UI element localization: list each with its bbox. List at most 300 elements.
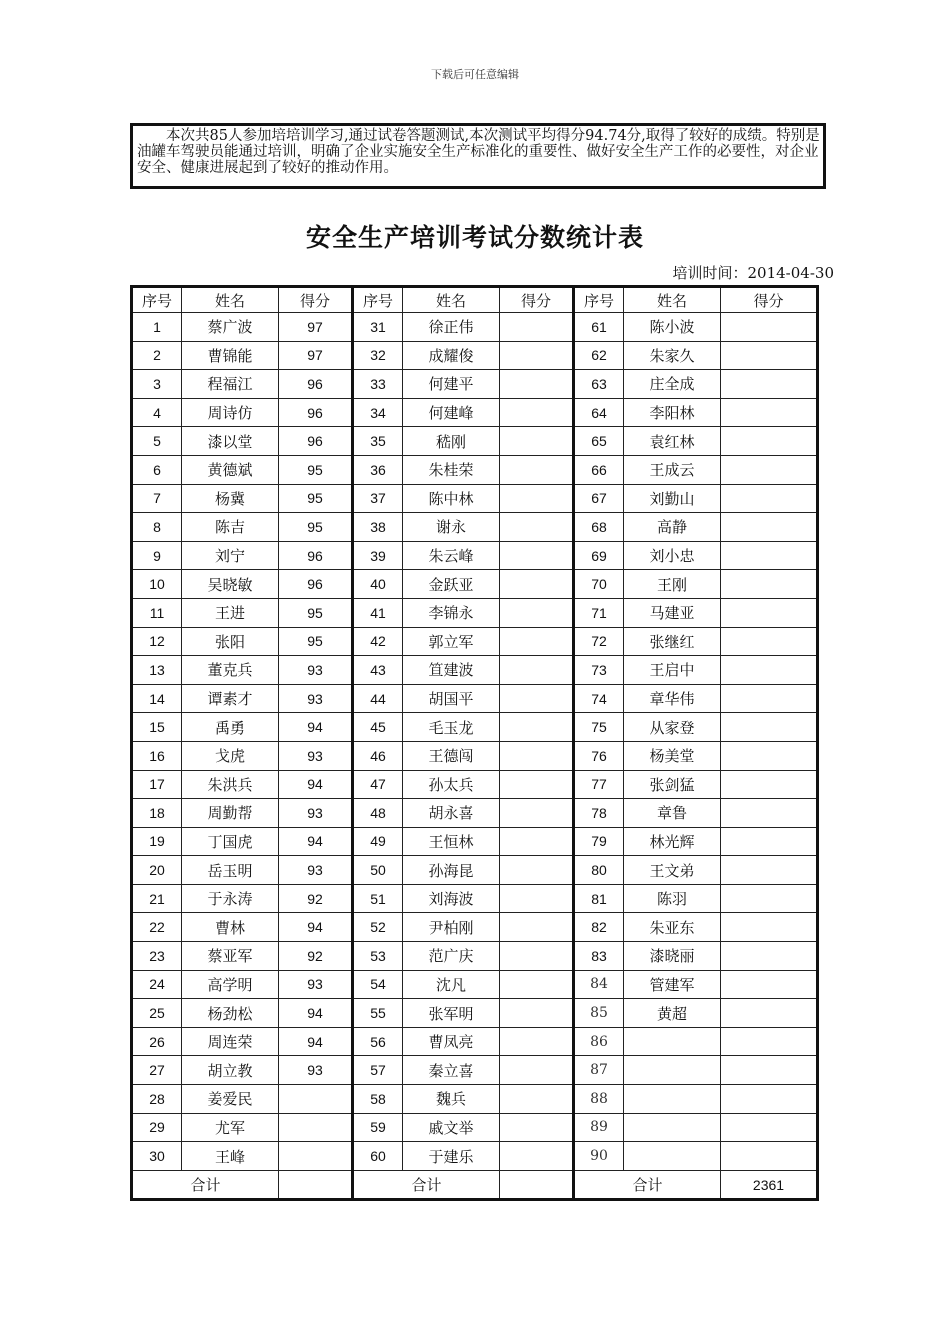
name-cell: 谭素才 (182, 684, 279, 713)
seq-cell: 38 (353, 513, 403, 542)
seq-cell: 24 (132, 970, 182, 999)
score-cell: 97 (279, 341, 353, 370)
score-cell (500, 799, 574, 828)
table-row (132, 513, 818, 542)
score-cell (500, 884, 574, 913)
score-cell (721, 856, 818, 885)
score-cell: 95 (279, 627, 353, 656)
name-cell: 章华伟 (624, 684, 721, 713)
table-row (132, 1027, 818, 1056)
seq-cell: 69 (574, 541, 624, 570)
score-cell (500, 627, 574, 656)
table-row (132, 570, 818, 599)
score-cell (500, 313, 574, 342)
score-cell (721, 541, 818, 570)
score-cell: 93 (279, 656, 353, 685)
seq-cell: 2 (132, 341, 182, 370)
table-row (132, 970, 818, 999)
score-cell (500, 913, 574, 942)
name-cell: 戚文举 (403, 1113, 500, 1142)
score-cell (500, 484, 574, 513)
score-cell: 95 (279, 484, 353, 513)
score-cell (721, 770, 818, 799)
table-row (132, 999, 818, 1028)
column-header-seq: 序号 (574, 287, 624, 313)
score-cell: 95 (279, 513, 353, 542)
name-cell: 尤军 (182, 1113, 279, 1142)
score-cell (500, 513, 574, 542)
name-cell: 何建峰 (403, 398, 500, 427)
score-cell (721, 398, 818, 427)
seq-cell: 44 (353, 684, 403, 713)
seq-cell: 70 (574, 570, 624, 599)
table-row (132, 1142, 818, 1171)
score-cell: 97 (279, 313, 353, 342)
seq-cell: 48 (353, 799, 403, 828)
table-row (132, 313, 818, 342)
name-cell: 金跃亚 (403, 570, 500, 599)
seq-cell: 10 (132, 570, 182, 599)
name-cell: 程福江 (182, 370, 279, 399)
seq-cell: 47 (353, 770, 403, 799)
seq-cell: 58 (353, 1085, 403, 1114)
name-cell: 漆晓丽 (624, 942, 721, 971)
score-cell (500, 684, 574, 713)
name-cell: 禹勇 (182, 713, 279, 742)
score-cell: 94 (279, 1027, 353, 1056)
table-header-row (132, 287, 818, 313)
name-cell: 戈虎 (182, 741, 279, 770)
name-cell: 姜爱民 (182, 1085, 279, 1114)
score-cell (500, 427, 574, 456)
name-cell: 于永涛 (182, 884, 279, 913)
seq-cell: 13 (132, 656, 182, 685)
seq-cell: 62 (574, 341, 624, 370)
seq-cell: 79 (574, 827, 624, 856)
name-cell: 林光辉 (624, 827, 721, 856)
seq-cell: 66 (574, 455, 624, 484)
score-cell (721, 999, 818, 1028)
name-cell: 尹柏刚 (403, 913, 500, 942)
score-cell (500, 1027, 574, 1056)
score-cell (500, 1056, 574, 1085)
seq-cell: 81 (574, 884, 624, 913)
name-cell: 漆以堂 (182, 427, 279, 456)
name-cell: 王成云 (624, 455, 721, 484)
seq-cell: 72 (574, 627, 624, 656)
name-cell: 蔡亚军 (182, 942, 279, 971)
score-cell: 95 (279, 455, 353, 484)
score-cell (279, 1142, 353, 1171)
seq-cell: 8 (132, 513, 182, 542)
name-cell: 张阳 (182, 627, 279, 656)
table-row (132, 484, 818, 513)
seq-cell: 34 (353, 398, 403, 427)
name-cell: 杨美堂 (624, 741, 721, 770)
training-date: 培训时间：2014-04-30 (672, 264, 834, 282)
score-cell (721, 827, 818, 856)
score-cell (721, 627, 818, 656)
score-cell (721, 970, 818, 999)
name-cell: 胡立教 (182, 1056, 279, 1085)
table-row (132, 656, 818, 685)
seq-cell: 50 (353, 856, 403, 885)
seq-cell: 4 (132, 398, 182, 427)
seq-cell: 12 (132, 627, 182, 656)
score-cell (721, 313, 818, 342)
score-cell (500, 1085, 574, 1114)
score-cell: 94 (279, 827, 353, 856)
seq-cell: 40 (353, 570, 403, 599)
table-row (132, 455, 818, 484)
score-cell (500, 1142, 574, 1171)
seq-cell: 60 (353, 1142, 403, 1171)
score-cell (500, 942, 574, 971)
name-cell: 吴晓敏 (182, 570, 279, 599)
seq-cell: 42 (353, 627, 403, 656)
seq-cell: 57 (353, 1056, 403, 1085)
name-cell: 朱洪兵 (182, 770, 279, 799)
name-cell: 刘勤山 (624, 484, 721, 513)
name-cell: 岳玉明 (182, 856, 279, 885)
seq-cell: 86 (574, 1027, 624, 1056)
seq-cell: 5 (132, 427, 182, 456)
name-cell: 张剑猛 (624, 770, 721, 799)
seq-cell: 1 (132, 313, 182, 342)
seq-cell: 41 (353, 598, 403, 627)
seq-cell: 43 (353, 656, 403, 685)
seq-cell: 7 (132, 484, 182, 513)
seq-cell: 56 (353, 1027, 403, 1056)
score-cell (721, 656, 818, 685)
name-cell: 董克兵 (182, 656, 279, 685)
column-header-seq: 序号 (353, 287, 403, 313)
seq-cell: 49 (353, 827, 403, 856)
seq-cell: 3 (132, 370, 182, 399)
score-cell: 94 (279, 770, 353, 799)
column-header-name: 姓名 (403, 287, 500, 313)
name-cell: 王恒林 (403, 827, 500, 856)
seq-cell: 6 (132, 455, 182, 484)
name-cell: 陈吉 (182, 513, 279, 542)
score-cell (500, 341, 574, 370)
column-header-score: 得分 (279, 287, 353, 313)
total-row (132, 1170, 818, 1200)
score-cell: 96 (279, 370, 353, 399)
score-cell (721, 913, 818, 942)
table-row (132, 856, 818, 885)
seq-cell: 21 (132, 884, 182, 913)
intro-paragraph: 本次共85人参加培培训学习,通过试卷答题测试,本次测试平均得分94.74分,取得了较好的成绩。特别是油罐车驾驶员能通过培训，明确了企业实施安全生产标准化的重要性、做好安全生产工作的必要性，对企业安全、健康进展起到了较好的推动作用。 (130, 123, 826, 189)
seq-cell: 61 (574, 313, 624, 342)
seq-cell: 89 (574, 1113, 624, 1142)
table-row (132, 884, 818, 913)
name-cell: 陈中林 (403, 484, 500, 513)
score-cell (500, 398, 574, 427)
seq-cell: 15 (132, 713, 182, 742)
score-cell: 93 (279, 741, 353, 770)
total-label: 合计 (574, 1170, 721, 1200)
score-cell (721, 484, 818, 513)
seq-cell: 87 (574, 1056, 624, 1085)
seq-cell: 82 (574, 913, 624, 942)
score-cell: 96 (279, 398, 353, 427)
name-cell: 何建平 (403, 370, 500, 399)
name-cell: 庄全成 (624, 370, 721, 399)
name-cell (624, 1142, 721, 1171)
name-cell: 沈凡 (403, 970, 500, 999)
seq-cell: 37 (353, 484, 403, 513)
seq-cell: 25 (132, 999, 182, 1028)
score-cell (721, 884, 818, 913)
score-cell (721, 1113, 818, 1142)
name-cell (624, 1027, 721, 1056)
score-cell (721, 341, 818, 370)
total-label: 合计 (353, 1170, 500, 1200)
score-cell (721, 455, 818, 484)
name-cell: 丁国虎 (182, 827, 279, 856)
name-cell: 郭立军 (403, 627, 500, 656)
seq-cell: 88 (574, 1085, 624, 1114)
score-cell (500, 713, 574, 742)
name-cell: 笪建波 (403, 656, 500, 685)
name-cell: 王刚 (624, 570, 721, 599)
table-row (132, 741, 818, 770)
name-cell: 孙太兵 (403, 770, 500, 799)
name-cell: 胡国平 (403, 684, 500, 713)
name-cell: 朱桂荣 (403, 455, 500, 484)
table-row (132, 370, 818, 399)
score-cell: 93 (279, 1056, 353, 1085)
seq-cell: 74 (574, 684, 624, 713)
seq-cell: 77 (574, 770, 624, 799)
name-cell: 杨冀 (182, 484, 279, 513)
score-cell: 93 (279, 799, 353, 828)
score-cell (500, 741, 574, 770)
seq-cell: 78 (574, 799, 624, 828)
name-cell: 成耀俊 (403, 341, 500, 370)
score-cell (500, 770, 574, 799)
name-cell: 高静 (624, 513, 721, 542)
score-cell (500, 570, 574, 599)
name-cell: 周连荣 (182, 1027, 279, 1056)
score-cell: 96 (279, 570, 353, 599)
score-cell (721, 942, 818, 971)
score-cell (279, 1113, 353, 1142)
name-cell: 蔡广波 (182, 313, 279, 342)
seq-cell: 9 (132, 541, 182, 570)
seq-cell: 16 (132, 741, 182, 770)
name-cell: 李阳林 (624, 398, 721, 427)
score-cell (721, 1056, 818, 1085)
score-cell (721, 370, 818, 399)
table-row (132, 827, 818, 856)
seq-cell: 39 (353, 541, 403, 570)
seq-cell: 36 (353, 455, 403, 484)
name-cell: 刘宁 (182, 541, 279, 570)
score-cell (721, 799, 818, 828)
name-cell: 曹锦能 (182, 341, 279, 370)
score-cell (721, 1027, 818, 1056)
seq-cell: 30 (132, 1142, 182, 1171)
column-header-score: 得分 (500, 287, 574, 313)
name-cell: 毛玉龙 (403, 713, 500, 742)
name-cell: 孙海昆 (403, 856, 500, 885)
name-cell: 张继红 (624, 627, 721, 656)
name-cell: 陈小波 (624, 313, 721, 342)
seq-cell: 85 (574, 999, 624, 1028)
seq-cell: 73 (574, 656, 624, 685)
column-header-score: 得分 (721, 287, 818, 313)
seq-cell: 33 (353, 370, 403, 399)
name-cell: 黄超 (624, 999, 721, 1028)
score-cell (721, 741, 818, 770)
name-cell: 范广庆 (403, 942, 500, 971)
name-cell: 秦立喜 (403, 1056, 500, 1085)
name-cell: 李锦永 (403, 598, 500, 627)
seq-cell: 14 (132, 684, 182, 713)
table-row (132, 942, 818, 971)
total-value (500, 1170, 574, 1200)
score-cell (721, 598, 818, 627)
table-row (132, 427, 818, 456)
name-cell: 谢永 (403, 513, 500, 542)
seq-cell: 80 (574, 856, 624, 885)
score-cell: 92 (279, 942, 353, 971)
seq-cell: 90 (574, 1142, 624, 1171)
name-cell: 袁红林 (624, 427, 721, 456)
name-cell: 于建乐 (403, 1142, 500, 1171)
score-cell (721, 570, 818, 599)
seq-cell: 28 (132, 1085, 182, 1114)
seq-cell: 64 (574, 398, 624, 427)
name-cell: 张军明 (403, 999, 500, 1028)
total-label: 合计 (132, 1170, 279, 1200)
name-cell: 黄德斌 (182, 455, 279, 484)
name-cell (624, 1056, 721, 1085)
seq-cell: 68 (574, 513, 624, 542)
name-cell: 朱家久 (624, 341, 721, 370)
table-row (132, 598, 818, 627)
table-row (132, 713, 818, 742)
seq-cell: 65 (574, 427, 624, 456)
table-row (132, 1113, 818, 1142)
name-cell: 曹林 (182, 913, 279, 942)
score-cell (721, 1142, 818, 1171)
column-header-seq: 序号 (132, 287, 182, 313)
download-note: 下载后可任意编辑 (431, 68, 519, 81)
seq-cell: 71 (574, 598, 624, 627)
table-row (132, 770, 818, 799)
score-cell (500, 999, 574, 1028)
column-header-name: 姓名 (624, 287, 721, 313)
name-cell: 徐正伟 (403, 313, 500, 342)
name-cell: 刘海波 (403, 884, 500, 913)
score-cell: 95 (279, 598, 353, 627)
score-cell: 93 (279, 856, 353, 885)
score-cell (500, 970, 574, 999)
score-cell (721, 1085, 818, 1114)
seq-cell: 46 (353, 741, 403, 770)
score-cell: 94 (279, 999, 353, 1028)
table-row (132, 627, 818, 656)
total-value: 2361 (721, 1170, 818, 1200)
score-cell (721, 684, 818, 713)
seq-cell: 17 (132, 770, 182, 799)
name-cell: 从家登 (624, 713, 721, 742)
name-cell: 王启中 (624, 656, 721, 685)
name-cell: 王文弟 (624, 856, 721, 885)
seq-cell: 59 (353, 1113, 403, 1142)
seq-cell: 54 (353, 970, 403, 999)
score-cell (500, 455, 574, 484)
score-cell: 93 (279, 970, 353, 999)
score-table (130, 285, 819, 1201)
score-cell (500, 541, 574, 570)
seq-cell: 19 (132, 827, 182, 856)
seq-cell: 26 (132, 1027, 182, 1056)
name-cell: 马建亚 (624, 598, 721, 627)
seq-cell: 67 (574, 484, 624, 513)
score-cell (500, 856, 574, 885)
table-row (132, 398, 818, 427)
score-cell (500, 370, 574, 399)
name-cell: 王进 (182, 598, 279, 627)
page-title: 安全生产培训考试分数统计表 (305, 223, 644, 252)
name-cell: 周诗仿 (182, 398, 279, 427)
name-cell: 胡永喜 (403, 799, 500, 828)
seq-cell: 83 (574, 942, 624, 971)
name-cell: 魏兵 (403, 1085, 500, 1114)
seq-cell: 20 (132, 856, 182, 885)
seq-cell: 55 (353, 999, 403, 1028)
name-cell: 王峰 (182, 1142, 279, 1171)
score-cell (721, 513, 818, 542)
seq-cell: 51 (353, 884, 403, 913)
seq-cell: 63 (574, 370, 624, 399)
score-cell: 96 (279, 541, 353, 570)
total-value (279, 1170, 353, 1200)
score-cell: 96 (279, 427, 353, 456)
seq-cell: 32 (353, 341, 403, 370)
seq-cell: 29 (132, 1113, 182, 1142)
seq-cell: 76 (574, 741, 624, 770)
table-row (132, 1056, 818, 1085)
seq-cell: 31 (353, 313, 403, 342)
table-row (132, 684, 818, 713)
seq-cell: 84 (574, 970, 624, 999)
score-cell (500, 656, 574, 685)
score-cell (500, 827, 574, 856)
name-cell: 周勤帮 (182, 799, 279, 828)
column-header-name: 姓名 (182, 287, 279, 313)
seq-cell: 53 (353, 942, 403, 971)
name-cell: 朱亚东 (624, 913, 721, 942)
seq-cell: 27 (132, 1056, 182, 1085)
table-row (132, 913, 818, 942)
name-cell: 朱云峰 (403, 541, 500, 570)
score-cell (721, 427, 818, 456)
name-cell: 杨劲松 (182, 999, 279, 1028)
table-row (132, 799, 818, 828)
name-cell: 刘小忠 (624, 541, 721, 570)
name-cell (624, 1113, 721, 1142)
name-cell: 章鲁 (624, 799, 721, 828)
seq-cell: 18 (132, 799, 182, 828)
score-cell (279, 1085, 353, 1114)
seq-cell: 11 (132, 598, 182, 627)
name-cell: 高学明 (182, 970, 279, 999)
